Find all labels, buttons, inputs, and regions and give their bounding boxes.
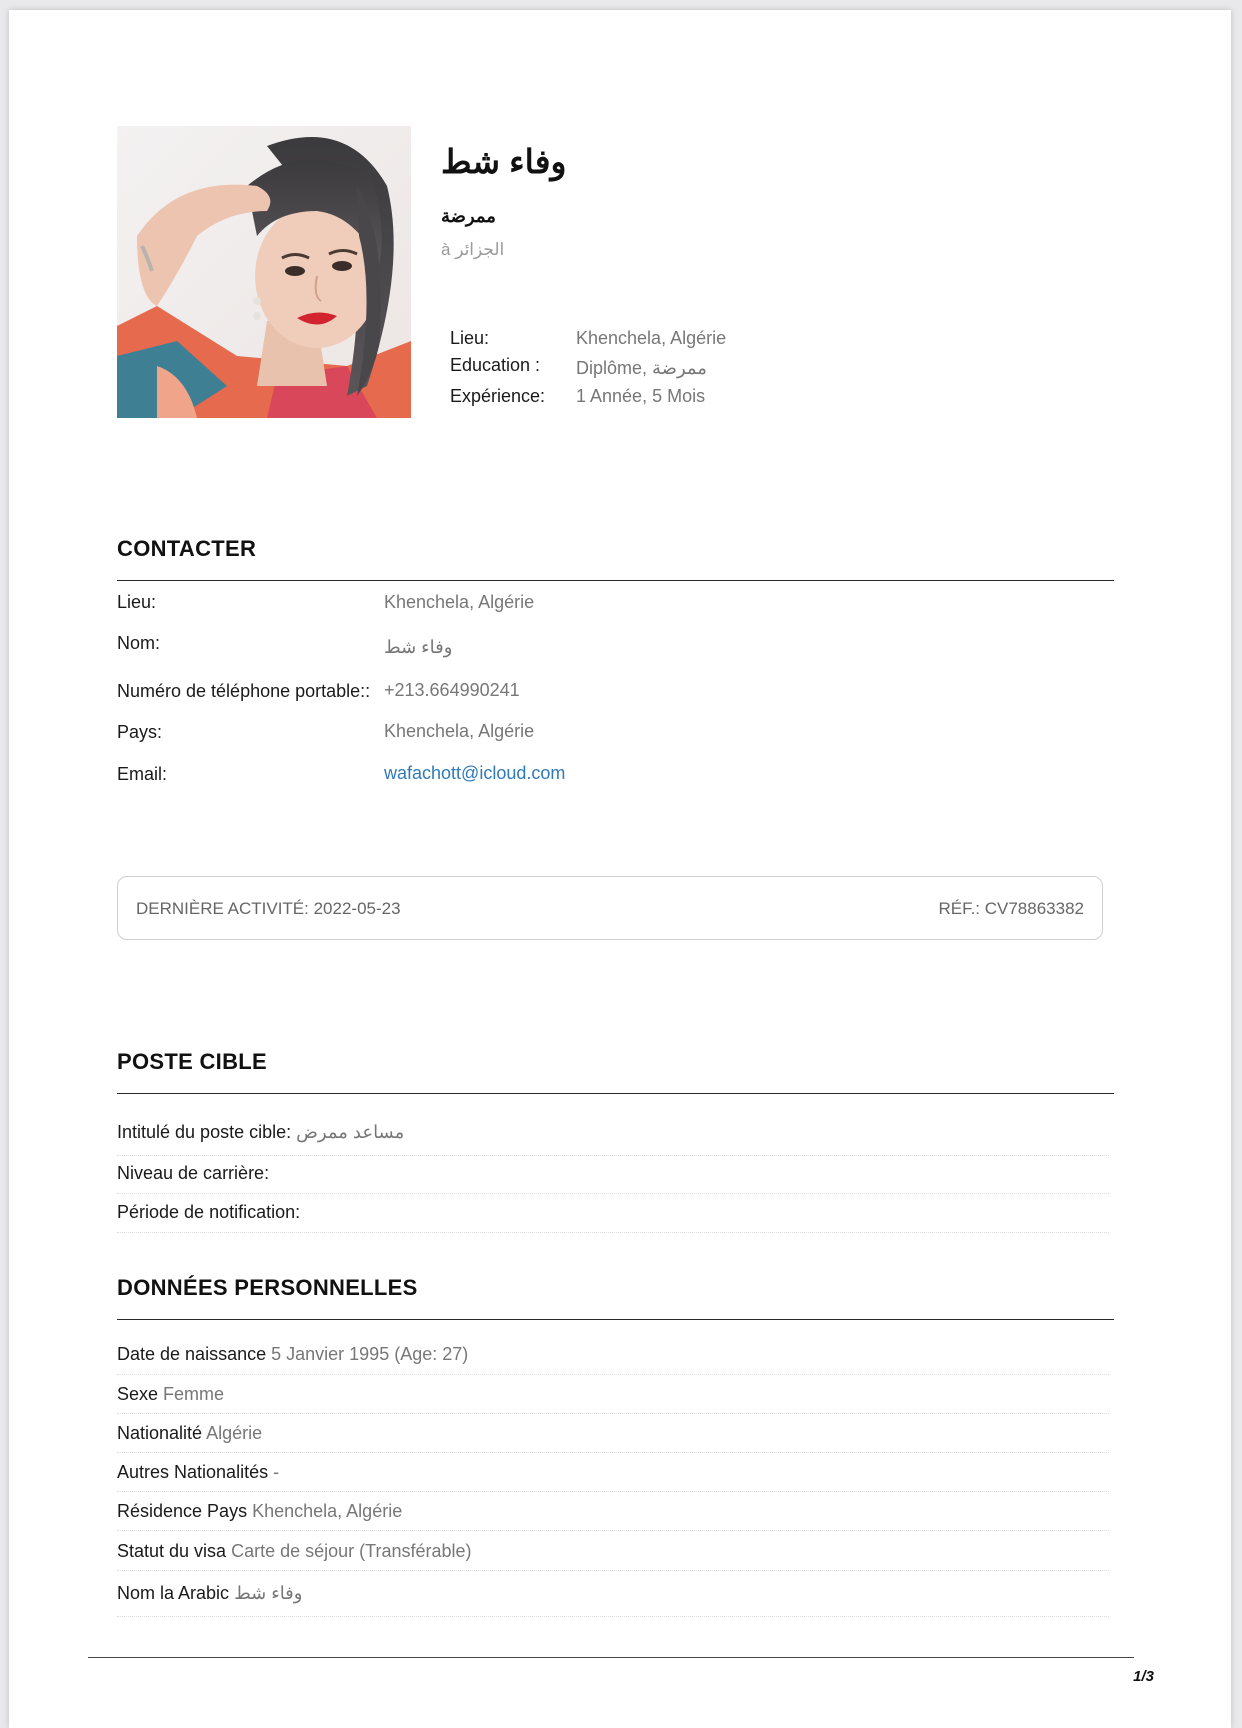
row-label: Résidence Pays: [117, 1501, 248, 1521]
contact-label: Lieu:: [117, 592, 157, 612]
contact-label: Nom:: [117, 633, 161, 653]
row-value: مساعد ممرض: [296, 1122, 405, 1142]
row-label: Nationalité: [117, 1423, 203, 1443]
contact-value: +213.664990241: [384, 680, 520, 700]
row-divider: [117, 1155, 1109, 1156]
row-label: Autres Nationalités: [117, 1462, 269, 1482]
target-row: [117, 1163, 269, 1184]
target-section-title: POSTE CIBLE: [117, 1049, 267, 1074]
row-value: Khenchela, Algérie: [252, 1501, 403, 1521]
personal-row: [117, 1541, 472, 1562]
row-label: Période de notification:: [117, 1202, 301, 1222]
personal-row: [117, 1384, 224, 1405]
personal-row: [117, 1462, 279, 1483]
target-row: [117, 1122, 404, 1143]
row-divider: [117, 1530, 1109, 1531]
row-label: Nom la Arabic: [117, 1583, 230, 1603]
profile-photo: [117, 126, 411, 418]
detail-label: Lieu:: [450, 328, 490, 348]
location-subtitle: الجزائر à: [441, 240, 505, 259]
section-divider: [117, 1093, 1114, 1094]
portrait-image: [117, 126, 411, 418]
row-divider: [117, 1232, 1109, 1233]
last-activity: DERNIÈRE ACTIVITÉ: 2022-05-23: [136, 899, 401, 918]
detail-label: Education :: [450, 355, 541, 375]
row-value: Carte de séjour (Transférable): [231, 1541, 472, 1561]
contact-label: Pays:: [117, 722, 163, 742]
row-value: وفاء شط: [234, 1583, 303, 1603]
row-value: -: [273, 1462, 280, 1482]
detail-value: Diplôme, ممرضة: [576, 358, 707, 378]
detail-value: 1 Année, 5 Mois: [576, 386, 706, 406]
row-value: 5 Janvier 1995 (Age: 27): [271, 1344, 469, 1364]
contact-value: Khenchela, Algérie: [384, 721, 535, 741]
contact-label: Numéro de téléphone portable::: [117, 681, 371, 701]
row-label: Date de naissance: [117, 1344, 267, 1364]
row-divider: [117, 1193, 1109, 1194]
row-label: Intitulé du poste cible:: [117, 1122, 292, 1142]
row-value: Femme: [163, 1384, 225, 1404]
row-divider: [117, 1570, 1109, 1571]
row-label: Sexe: [117, 1384, 159, 1404]
target-row: [117, 1202, 300, 1223]
reference-id: RÉF.: CV78863382: [938, 899, 1084, 918]
personal-row: [117, 1501, 402, 1522]
contact-section-title: CONTACTER: [117, 536, 257, 561]
personal-row: [117, 1423, 262, 1444]
row-label: Niveau de carrière:: [117, 1163, 270, 1183]
detail-value: Khenchela, Algérie: [576, 328, 727, 348]
contact-value: وفاء شط: [384, 637, 453, 657]
candidate-name: وفاء شط: [441, 143, 567, 180]
activity-box: [117, 876, 1103, 940]
contact-label: Email:: [117, 764, 168, 784]
row-divider: [117, 1452, 1109, 1453]
row-label: Statut du visa: [117, 1541, 227, 1561]
job-title: ممرضة: [441, 206, 496, 226]
detail-label: Expérience:: [450, 386, 546, 406]
section-divider: [117, 580, 1114, 581]
page-number: 1/3: [1133, 1668, 1154, 1685]
section-divider: [117, 1319, 1114, 1320]
row-divider: [117, 1413, 1109, 1414]
footer-divider: [88, 1657, 1134, 1658]
email-link[interactable]: wafachott@icloud.com: [384, 763, 566, 783]
personal-row: [117, 1344, 468, 1365]
personal-section-title: DONNÉES PERSONNELLES: [117, 1275, 418, 1300]
row-divider: [117, 1616, 1109, 1617]
row-divider: [117, 1491, 1109, 1492]
personal-row: [117, 1583, 302, 1604]
row-value: Algérie: [206, 1423, 263, 1443]
contact-value: Khenchela, Algérie: [384, 592, 535, 612]
row-divider: [117, 1374, 1109, 1375]
